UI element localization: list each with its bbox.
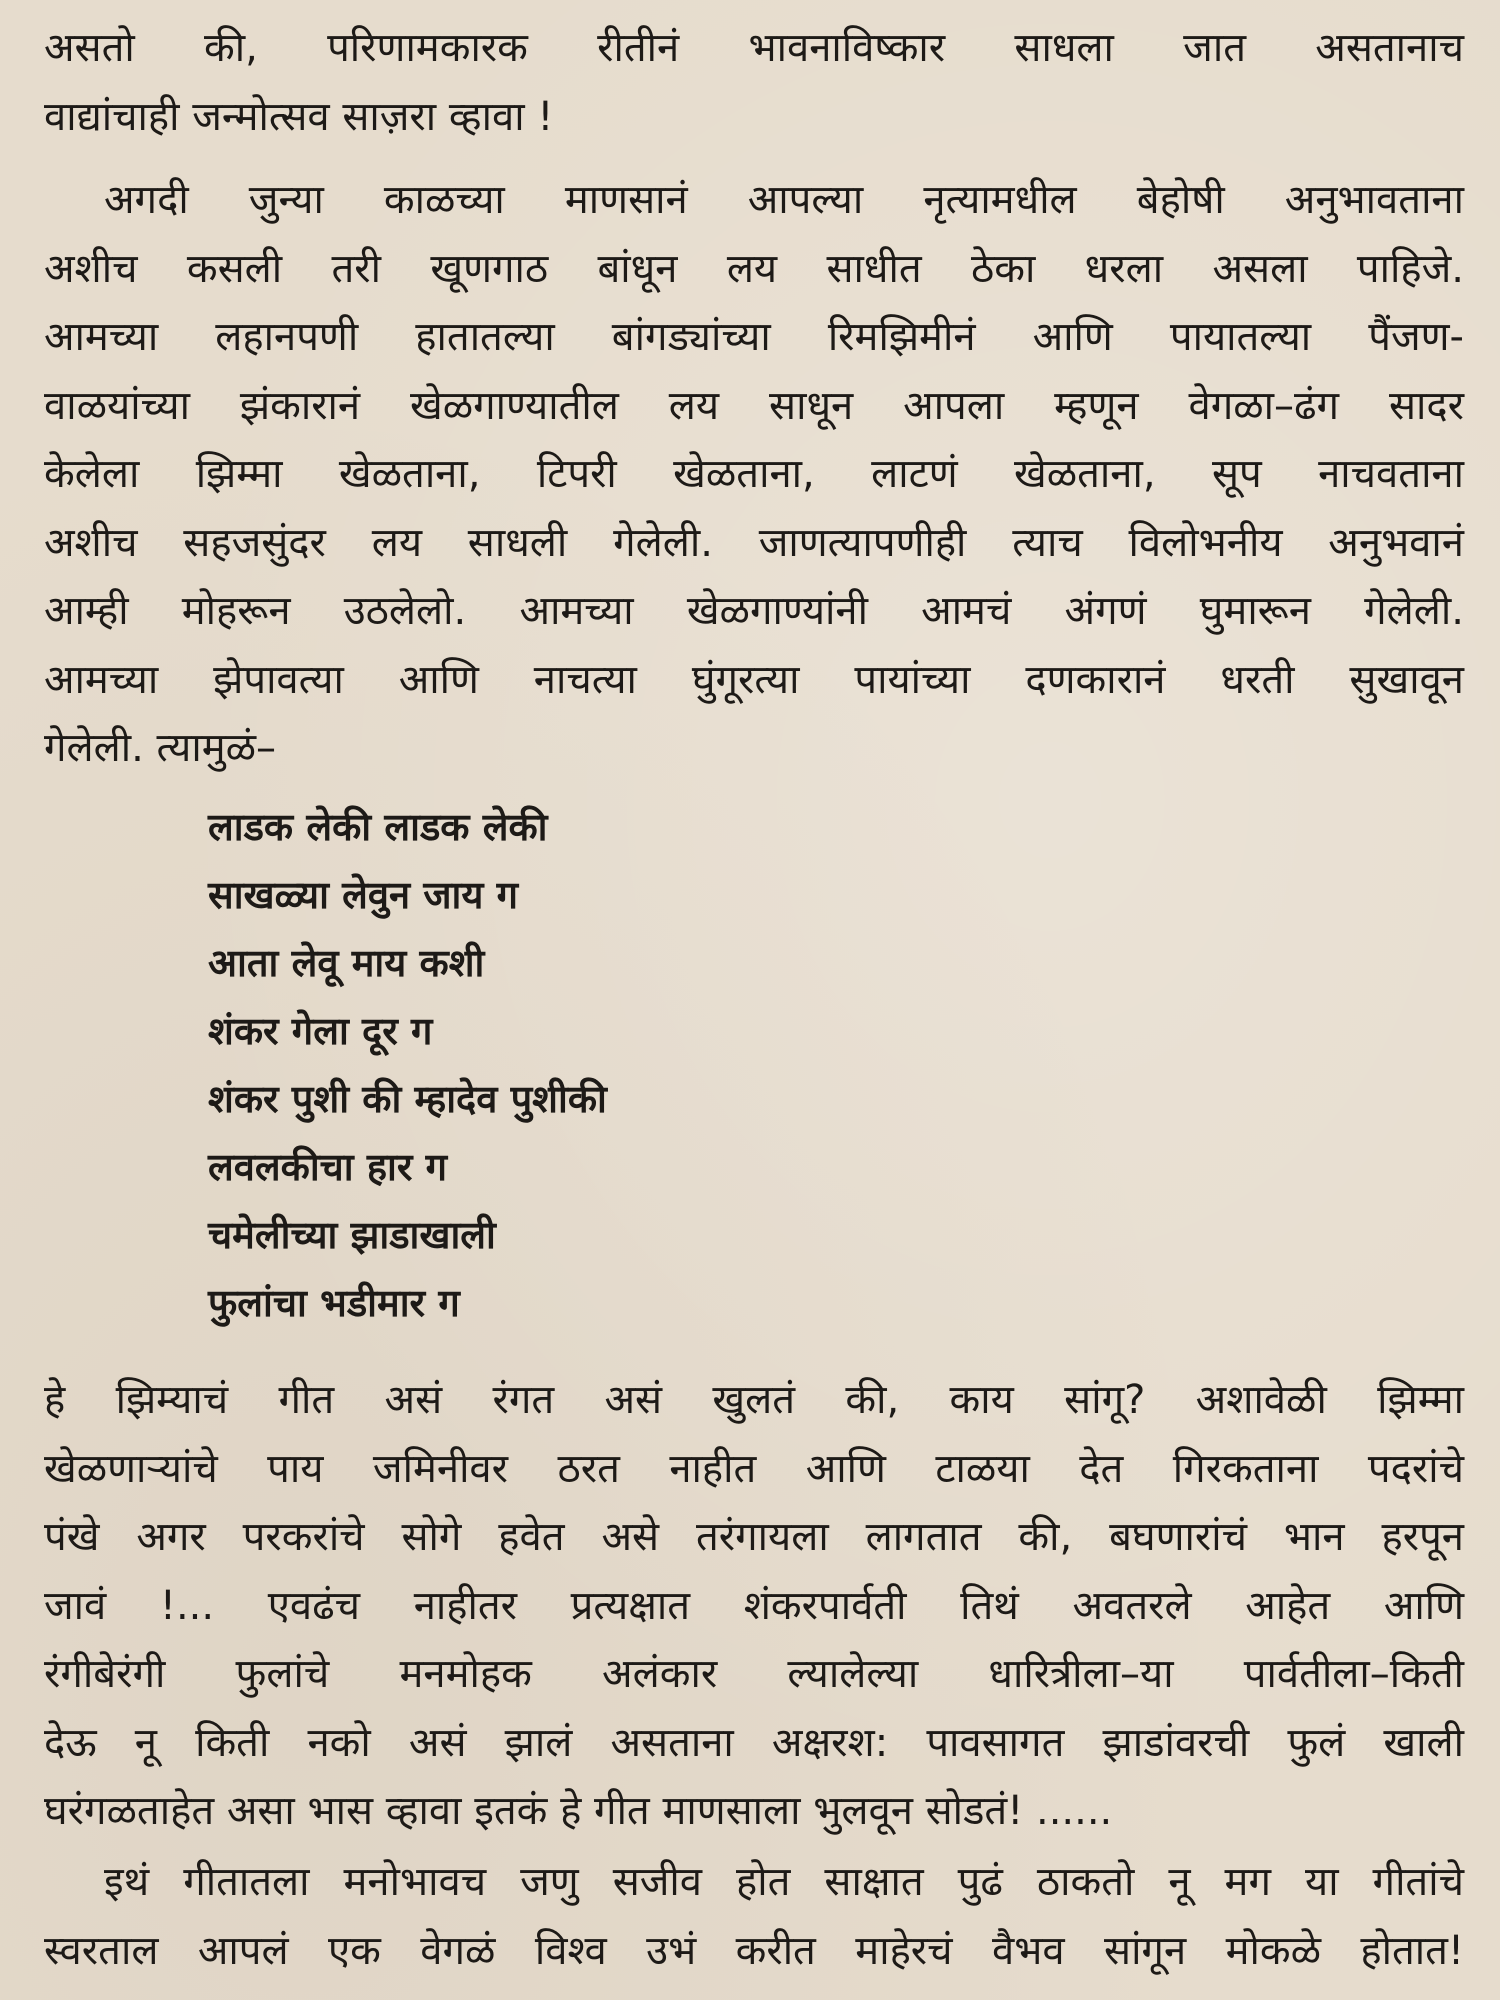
- text-line: घरंगळताहेत असा भास व्हावा इतकं हे गीत माणसाला भुलवून सोडतं! ......: [44, 1788, 1113, 1834]
- text-line: स्वरताल आपलं एक वेगळं विश्व उभं करीत माहेरचं वैभव सांगून मोकळे होतात!: [44, 1927, 1464, 1974]
- paragraph-3: [44, 1366, 1464, 1846]
- text-line: आमच्या लहानपणी हातातल्या बांगड्यांच्या रिमझिमीनं आणि पायातल्या पैंजण-: [44, 314, 1464, 360]
- verse-line: लवलकीचा हार ग: [208, 1145, 448, 1189]
- text-line: आम्ही मोहरून उठलेलो. आमच्या खेळगाण्यांनी आमचं अंगणं घुमारून गेलेली.: [44, 588, 1464, 634]
- text-line: असतो की, परिणामकारक रीतीनं भावनाविष्कार साधला जात असतानाच: [44, 25, 1464, 71]
- text-line: खेळणाऱ्यांचे पाय जमिनीवर ठरत नाहीत आणि टाळया देत गिरकताना पदरांचे: [44, 1445, 1464, 1492]
- text-line: वाद्यांचाही जन्मोत्सव साज़रा व्हावा !: [44, 93, 554, 140]
- text-line: अशीच कसली तरी खूणगाठ बांधून लय साधीत ठेका धरला असला पाहिजे.: [44, 245, 1464, 292]
- verse-line: शंकर गेला दूर ग: [208, 1009, 433, 1053]
- text-line: वाळयांच्या झंकारानं खेळगाण्यातील लय साधून आपला म्हणून वेगळा–ढंग सादर: [44, 382, 1464, 429]
- text-line: आमच्या झेपावत्या आणि नाचत्या घुंगूरत्या पायांच्या दणकारानं धरती सुखावून: [44, 656, 1464, 703]
- verse-line: चमेलीच्या झाडाखाली: [208, 1213, 496, 1257]
- verse-line: शंकर पुशी की म्हादेव पुशीकी: [208, 1077, 607, 1121]
- verse-line: आता लेवू माय कशी: [208, 941, 485, 985]
- verse-line: फुलांचा भडीमार ग: [208, 1281, 460, 1325]
- text-line: गेलेली. त्यामुळं–: [44, 725, 277, 771]
- text-line: अशीच सहजसुंदर लय साधली गेलेली. जाणत्यापणीही त्याच विलोभनीय अनुभवानं: [44, 519, 1464, 566]
- paragraph-4: [44, 1848, 1464, 1985]
- paragraph-1: [44, 14, 1464, 151]
- text-line: जावं !... एवढंच नाहीतर प्रत्यक्षात शंकरपार्वती तिथं अवतरले आहेत आणि: [44, 1582, 1464, 1629]
- text-line: रंगीबेरंगी फुलांचे मनमोहक अलंकार ल्यालेल्या धारित्रीला–या पार्वतीला–किती: [44, 1651, 1464, 1697]
- text-line: अगदी जुन्या काळच्या माणसानं आपल्या नृत्यामधील बेहोषी अनुभावताना: [104, 177, 1464, 223]
- verse-line: साखळ्या लेवुन जाय ग: [208, 873, 519, 917]
- text-line: हे झिम्याचं गीत असं रंगत असं खुलतं की, काय सांगू? अशावेळी झिम्मा: [44, 1377, 1464, 1423]
- text-line: केलेला झिम्मा खेळताना, टिपरी खेळताना, लाटणं खेळताना, सूप नाचवताना: [44, 451, 1464, 497]
- text-line: देऊ नू किती नको असं झालं असताना अक्षरश: पावसागत झाडांवरची फुलं खाली: [44, 1719, 1464, 1766]
- text-line: इथं गीतातला मनोभावच जणु सजीव होत साक्षात पुढं ठाकतो नू मग या गीतांचे: [104, 1859, 1464, 1905]
- song-verse: [208, 793, 607, 1337]
- paragraph-2: [44, 166, 1464, 783]
- text-line: पंखे अगर परकरांचे सोगे हवेत असे तरंगायला लागतात की, बघणारांचं भान हरपून: [44, 1514, 1464, 1560]
- verse-line: लाडक लेकी लाडक लेकी: [208, 805, 548, 849]
